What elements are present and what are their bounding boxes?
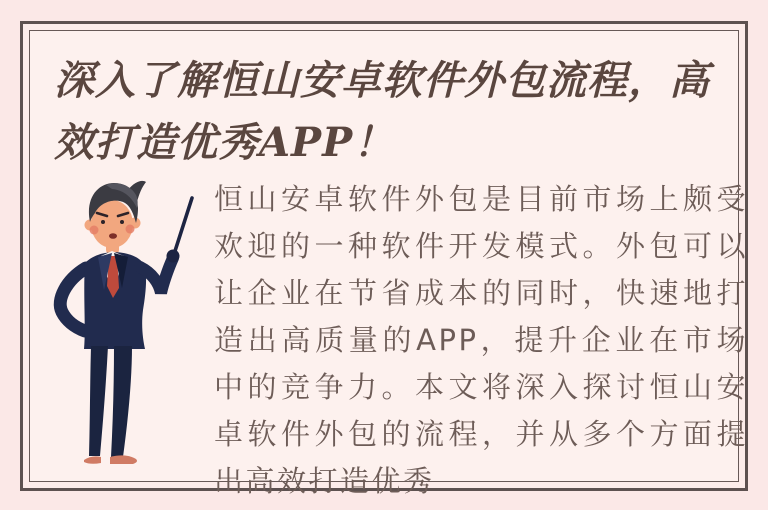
left-eye [101,220,105,224]
fist [167,250,180,263]
left-cheek [90,226,99,235]
mouth [109,233,117,239]
right-eye [120,220,124,224]
right-leg [111,346,132,457]
left-shoe [84,456,101,463]
left-leg [89,346,108,456]
businessman-illustration [40,168,210,480]
right-cheek [126,225,135,234]
left-arm [60,268,86,331]
right-shoe [110,455,137,464]
article-title: 深入了解恒山安卓软件外包流程，高效打造优秀APP！ [54,57,710,166]
head [85,181,147,248]
article-body-text: 恒山安卓软件外包是目前市场上颇受欢迎的一种软件开发模式。外包可以让企业在节省成本的同时，快速地打造出高质量的APP，提升企业在市场中的竞争力。本文将深入探讨恒山安卓软件外包的流程，并从多个方面提出高效打造优秀 [214,182,748,498]
